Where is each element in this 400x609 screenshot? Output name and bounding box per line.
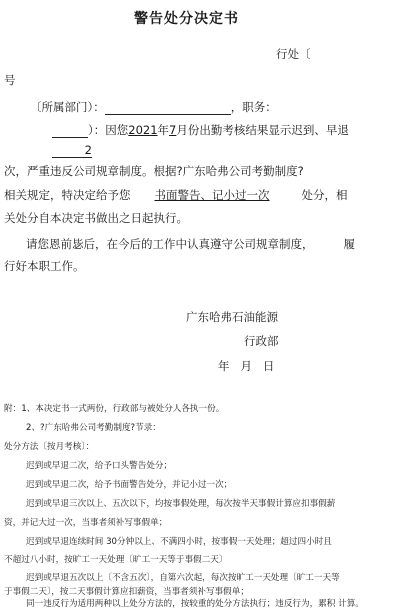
document-number-suffix: 号 <box>4 73 16 87</box>
note-line-3: 处分方法〔按月考核〕： <box>4 442 95 452</box>
signature-company: 广东哈弗石油能源 <box>186 310 278 324</box>
para1-line4 <box>4 187 348 203</box>
note-line-6: 迟到或早退三次以上、五次以下，均按事假处理，每次按半天事假计算应扣事假薪 <box>26 499 336 509</box>
dept-label: 〔所属部门）： <box>30 100 105 114</box>
para1-line3: 次，严重违反公司规章制度。根据?广东哈弗公司考勤制度? <box>4 164 304 178</box>
note-line-10: 迟到或早退五次以上〔不含五次〕，自第六次起，每次按旷工一天处理〔旷工一天等 <box>26 573 340 583</box>
document-number-issuer: 行处〔 <box>276 47 311 61</box>
note-line-1: 附：1、本决定书一式两份，行政部与被处分人各执一份。 <box>4 404 225 414</box>
para1-line4-c: 处分，相 <box>301 188 348 202</box>
note-line-12: 同一违反行为适用两种以上处分方法的，按较重的处分方法执行；违反行为，累积 计算。 <box>26 599 364 609</box>
para1-line4-a: 相关规定，特决定给予您 <box>4 188 131 202</box>
count-value: 2 <box>52 143 92 158</box>
position-label: ，职务： <box>230 100 277 114</box>
para1-line1 <box>52 122 349 138</box>
note-line-11: 于事假二天〕，按二天事假计算应扣薪资，当事者须补写事假单； <box>4 587 249 597</box>
note-line-7: 资，并记大过一次，当事者须补写事假单； <box>4 518 168 528</box>
dept-blank <box>105 114 231 115</box>
penalty-value: 书面警告、记小过一次 <box>154 188 270 202</box>
signature-date: 年 月 日 <box>218 359 275 373</box>
para2-line1 <box>26 236 355 252</box>
year-suffix: 年 <box>157 123 170 137</box>
year-value: 2021 <box>128 123 158 137</box>
note-line-5: 迟到或早退二次，给予书面警告处分，并记小过一次； <box>26 480 233 490</box>
note-line-2: 2、?广东哈弗公司考勤制度?节录： <box>26 423 161 433</box>
recipient-line <box>30 99 277 115</box>
month-suffix: 月份出勤考核结果显示迟到、早退 <box>176 123 349 137</box>
signature-dept: 行政部 <box>244 334 279 348</box>
para2-line1-text: 请您恩前毖后，在今后的工作中认真遵守公司规章制度， <box>26 237 314 251</box>
document-title: 警告处分决定书 <box>134 11 239 27</box>
para1-line5: 关处分自本决定书做出之日起执行。 <box>4 211 188 225</box>
para2-line2: 行好本职工作。 <box>4 259 85 273</box>
note-line-8: 迟到或早退连续时间 30分钟以上、不满四小时，按事假一天处理；超过四小时且 <box>26 537 332 547</box>
para2-line1-end: 履 <box>343 237 355 251</box>
month-value: 7 <box>169 123 177 137</box>
para1-line2 <box>52 143 92 158</box>
note-line-4: 迟到或早退二次，给予口头警告处分； <box>26 461 173 471</box>
para1-text-a: ）：因您 <box>88 123 129 137</box>
note-line-9: 不超过八小时，按旷工一天处理〔旷工一天等于事假二天〕 <box>4 555 228 565</box>
name-blank <box>52 137 88 138</box>
